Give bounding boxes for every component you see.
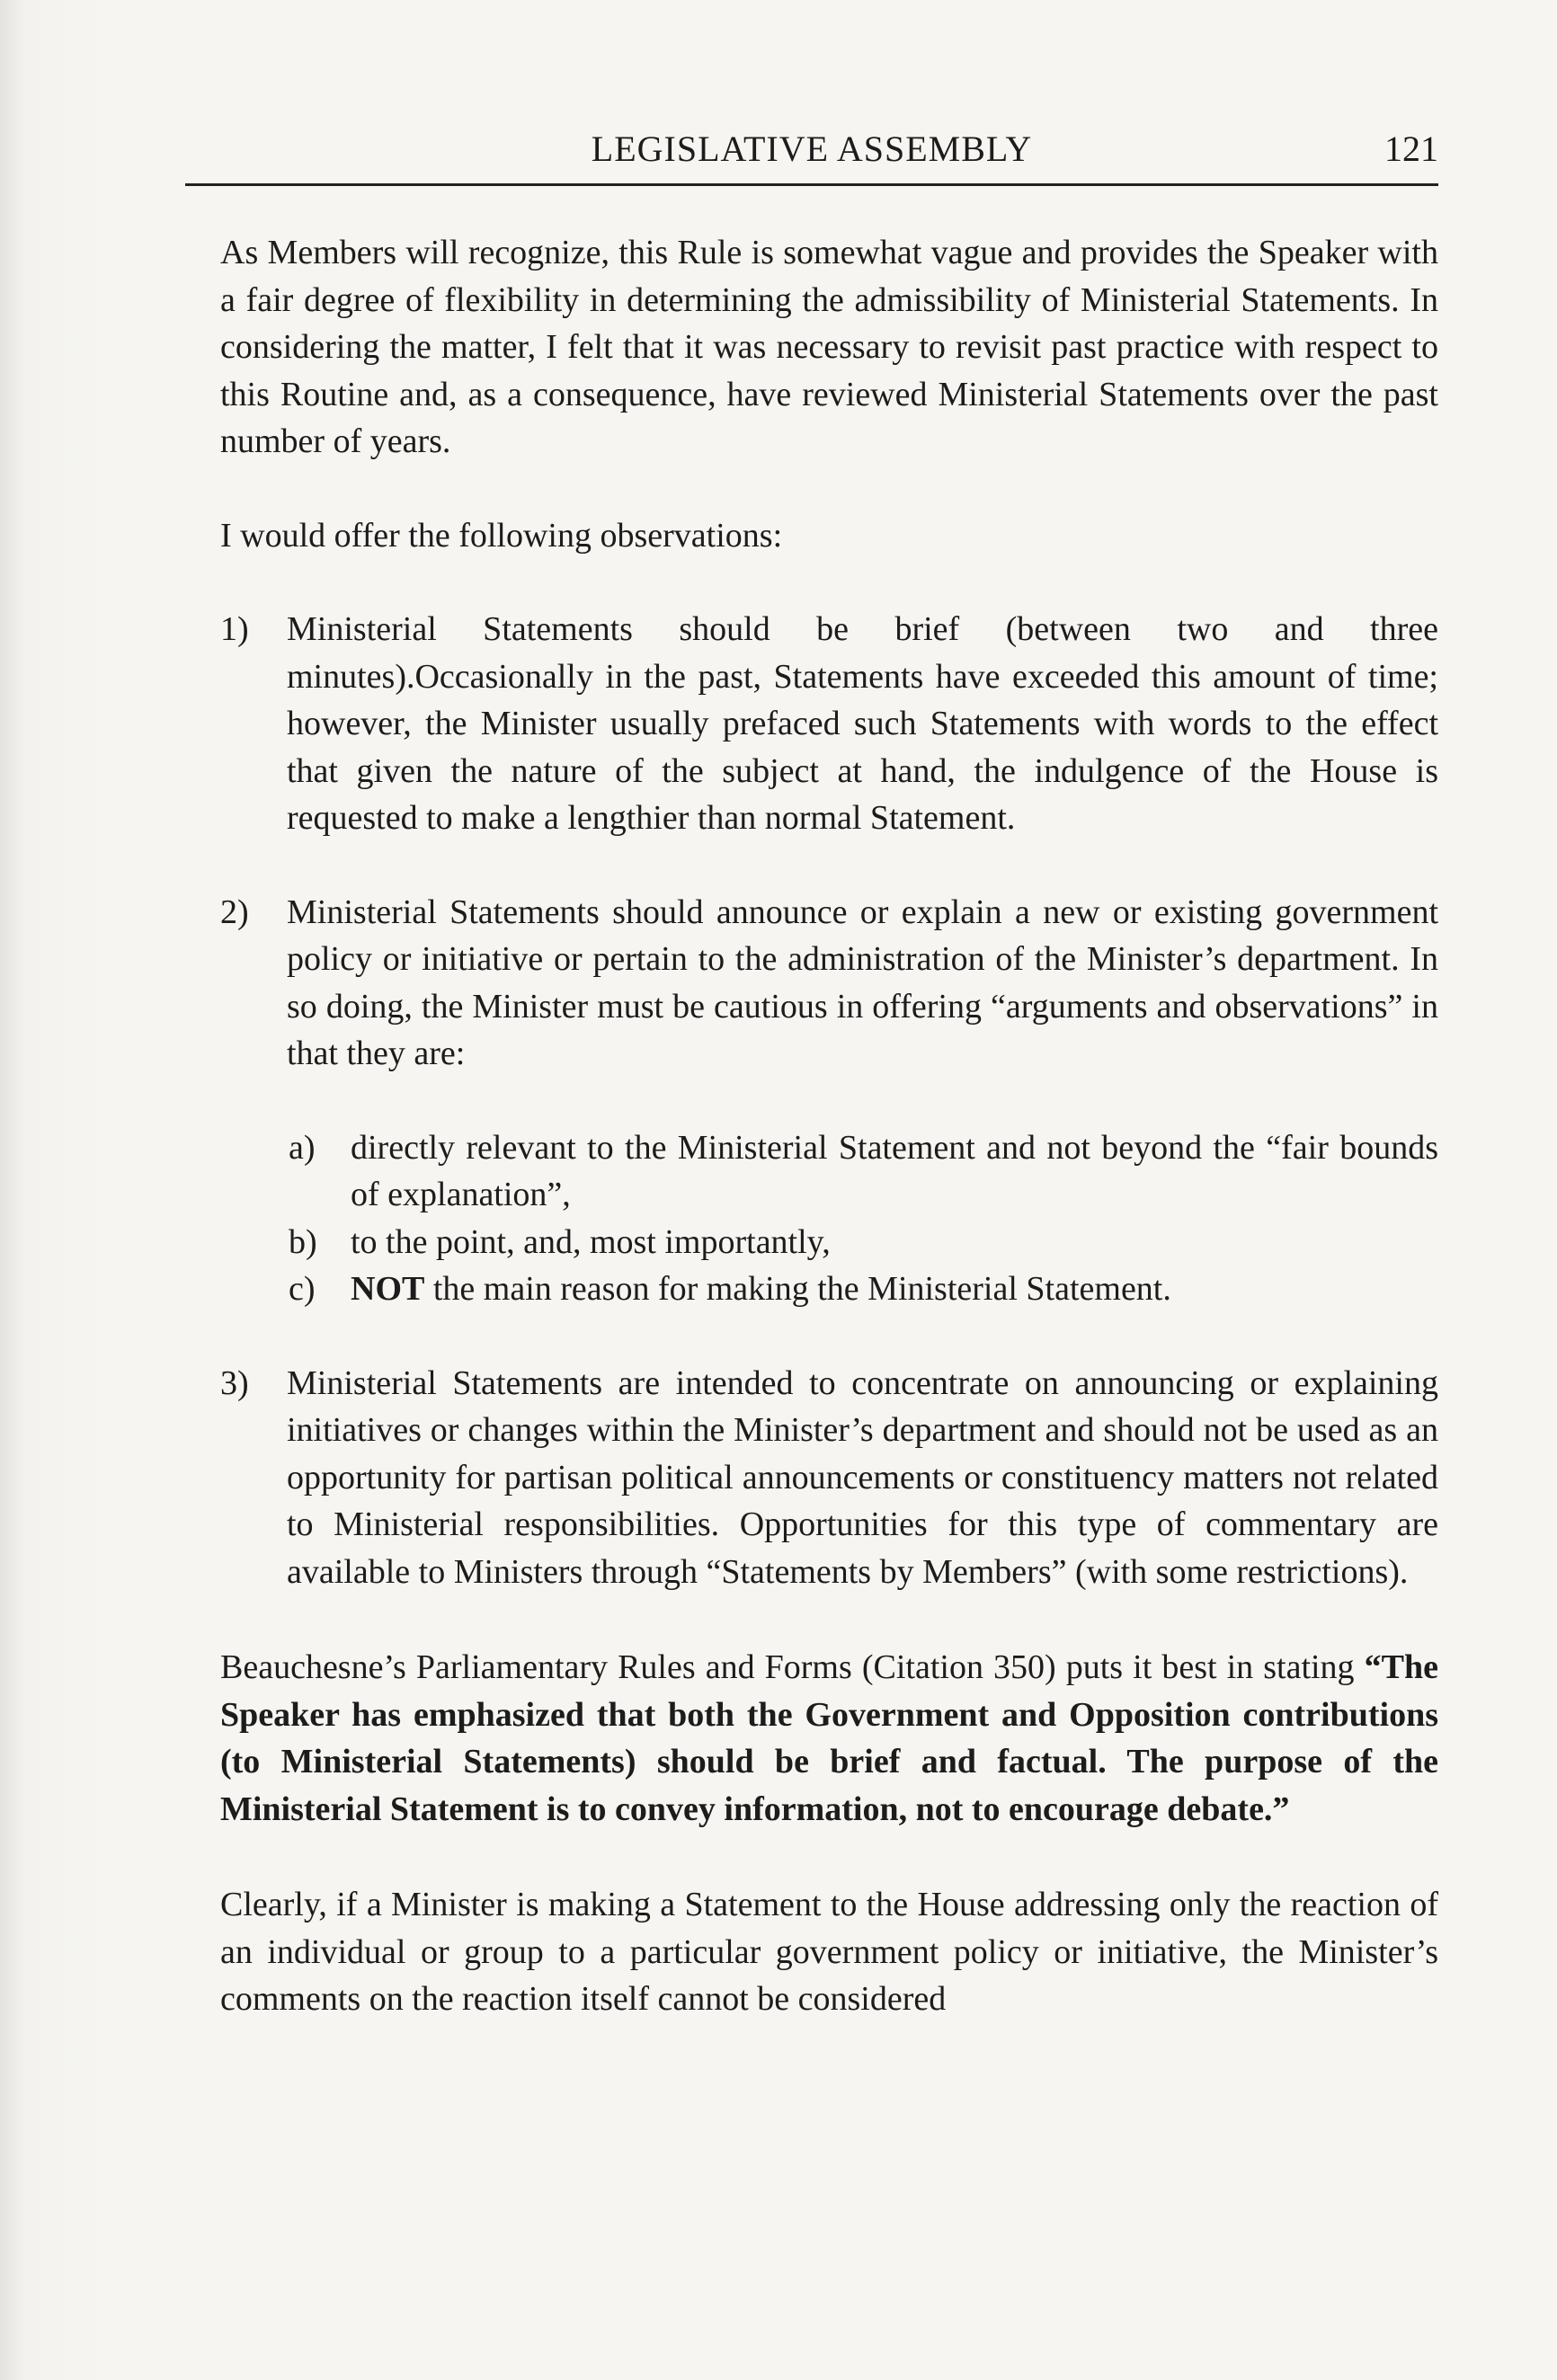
emphasis-not: NOT	[351, 1270, 425, 1308]
paragraph-observations: I would offer the following observations:	[220, 516, 783, 555]
sublist-item-b	[220, 1219, 1438, 1266]
list-item-text: Ministerial Statements should announce or explain a new or existing government policy or initiative or pertain to the administration of the Minister’s department. In so doing, the Minister must be cautious in offering “arguments and observations” in that they are:	[287, 892, 1438, 1072]
sublist-text	[351, 1265, 1438, 1313]
sublist-letter: c)	[289, 1270, 316, 1308]
list-number: 2)	[220, 892, 249, 931]
sublist-letter: a)	[289, 1128, 316, 1167]
list-item-3	[220, 1360, 1438, 1596]
sublist-letter: b)	[289, 1222, 317, 1261]
sublist-item-a	[220, 1124, 1438, 1219]
paragraph-beauchesne	[220, 1644, 1438, 1833]
list-item-1	[220, 606, 1438, 842]
sublist-text: to the point, and, most importantly,	[351, 1222, 831, 1261]
list-item-text: Ministerial Statements should be brief (between two and three minutes).Occasionally in the past, Statements have exceeded this amount of time; however, the Minister usually prefaced such Statements with words to the effect that given the nature of the subject at hand, the indulgence of the House is requested to make a lengthier than normal Statement.	[287, 610, 1438, 837]
paragraph-conclusion: Clearly, if a Minister is making a Statement to the House addressing only the reaction of an individual or group to a particular government policy or initiative, the Minister’s comments on the reaction itself cannot be considered	[220, 1886, 1438, 2018]
header-rule	[185, 183, 1438, 186]
sublist-text: directly relevant to the Ministerial Statement and not beyond the “fair bounds of explanation”,	[351, 1128, 1438, 1213]
running-head: LEGISLATIVE ASSEMBLY	[591, 129, 1033, 169]
list-number: 3)	[220, 1363, 249, 1402]
paragraph-intro: As Members will recognize, this Rule is somewhat vague and provides the Speaker with a fair degree of flexibility in determining the admissibility of Ministerial Statements. In considering the matter, I felt that it was necessary to revisit past practice with respect to this Routine and, as a consequence, have reviewed Ministerial Statements over the past number of years.	[220, 234, 1438, 460]
page-body	[220, 229, 1438, 2023]
list-number: 1)	[220, 610, 249, 648]
citation-intro: Beauchesne’s Parliamentary Rules and Forms (Citation 350) puts it best in stating	[220, 1648, 1365, 1686]
page-header	[185, 128, 1438, 183]
list-item-text: Ministerial Statements are intended to concentrate on announcing or explaining initiatives or changes within the Minister’s department and should not be used as an opportunity for partisan political announcements or constituency matters not related to Ministerial responsibilities. Opportunities for this type of commentary are available to Ministers through “Statements by Members” (with some restrictions).	[287, 1363, 1438, 1591]
sublist-text-rest: the main reason for making the Ministerial Statement.	[424, 1270, 1171, 1308]
list-item-2	[220, 889, 1438, 1078]
sublist-item-c	[220, 1265, 1438, 1313]
citation-quote: “The Speaker has emphasized that both the Government and Opposition contributions (to Ministerial Statements) should be brief and factual. The purpose of the Ministerial Statement is to convey information, not to encourage debate.”	[220, 1648, 1438, 1828]
page-number: 121	[1384, 129, 1438, 169]
